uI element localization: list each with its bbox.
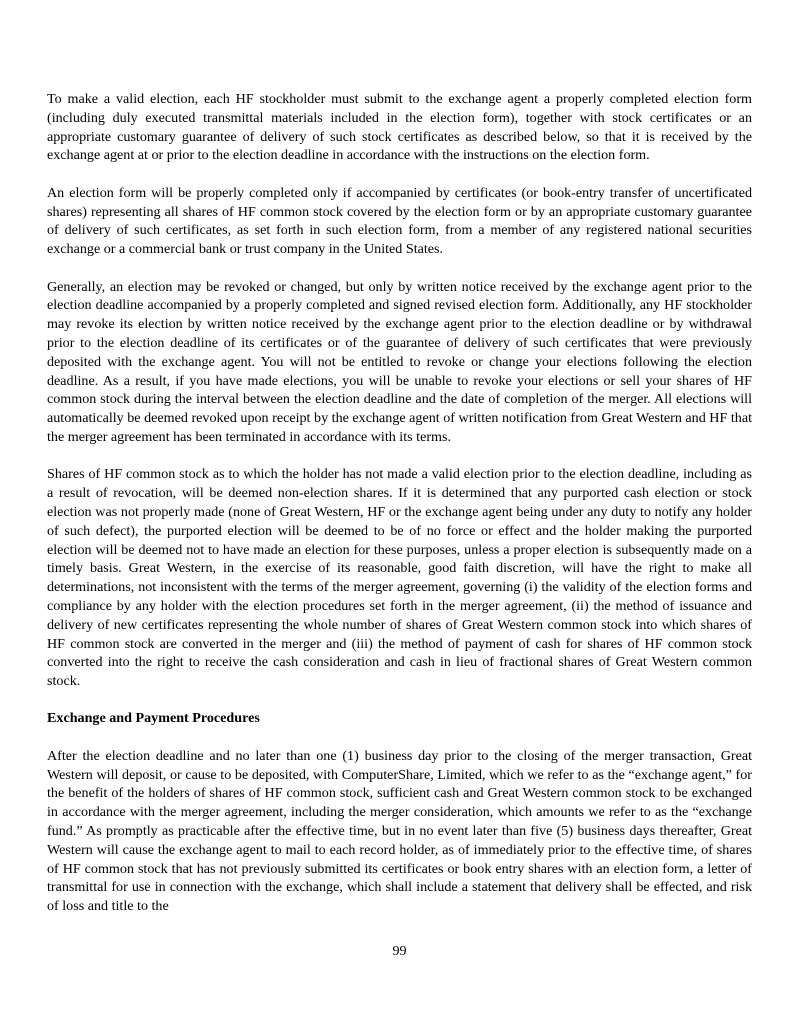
document-page: [47, 90, 752, 935]
paragraph-exchange-procedures: After the election deadline and no later than one (1) business day prior to the closing of the merger transaction, Great Western will deposit, or cause to be deposited, with ComputerShare, Limited, which we refer to as the “exchange agent,” for the benefit of the holders of shares of HF common stock, sufficient cash and Great Western common stock to be exchanged in accordance with the merger agreement, including the merger consideration, which amounts we refer to as the “exchange fund.” As promptly as practicable after the effective time, but in no event later than five (5) business days thereafter, Great Western will cause the exchange agent to mail to each record holder, as of immediately prior to the effective time, of shares of HF common stock that has not previously submitted its certificates or book entry shares with an election form, a letter of transmittal for use in connection with the exchange, which shall include a statement that delivery shall be effected, and risk of loss and title to the: [47, 747, 752, 915]
page-number: 99: [392, 943, 407, 959]
paragraph-valid-election: To make a valid election, each HF stockholder must submit to the exchange agent a properly completed election form (including duly executed transmittal materials included in the election form), together with stock certificates or an appropriate customary guarantee of delivery of such stock certificates as described below, so that it is received by the exchange agent at or prior to the election deadline in accordance with the instructions on the election form.: [47, 91, 752, 164]
paragraph-election-revocation: Generally, an election may be revoked or changed, but only by written notice received by the exchange agent prior to the election deadline accompanied by a properly completed and signed revised election form. Additionally, any HF stockholder may revoke its election by written notice received by the exchange agent prior to the election deadline or by withdrawal prior to the election deadline of its certificates or of the guarantee of delivery of such certificates that were previously deposited with the exchange agent. You will not be entitled to revoke or change your elections following the election deadline. As a result, if you have made elections, you will be unable to revoke your elections or sell your shares of HF common stock during the interval between the election deadline and the date of completion of the merger. All elections will automatically be deemed revoked upon receipt by the exchange agent of written notification from Great Western and HF that the merger agreement has been terminated in accordance with its terms.: [47, 278, 752, 445]
paragraph-non-election-shares: Shares of HF common stock as to which the holder has not made a valid election prior to the election deadline, including as a result of revocation, will be deemed non-election shares. If it is determined that any purported cash election or stock election was not properly made (none of Great Western, HF or the exchange agent being under any duty to notify any holder of such defect), the purported election will be deemed to be of no force or effect and the holder making the purported election will be deemed not to have made an election for these purposes, unless a proper election is subsequently made on a timely basis. Great Western, in the exercise of its reasonable, good faith discretion, will have the right to make all determinations, not inconsistent with the terms of the merger agreement, governing (i) the validity of the election forms and compliance by any holder with the election procedures set forth in the merger agreement, (ii) the method of issuance and delivery of new certificates representing the whole number of shares of Great Western common stock into which shares of HF common stock are converted in the merger and (iii) the method of payment of cash for shares of HF common stock converted into the right to receive the cash consideration and cash in lieu of fractional shares of Great Western common stock.: [47, 466, 752, 690]
section-heading-exchange-payment: Exchange and Payment Procedures: [47, 710, 260, 727]
paragraph-election-form-completion: An election form will be properly completed only if accompanied by certificates (or book-entry transfer of uncertificated shares) representing all shares of HF common stock covered by the election form or by an appropriate customary guarantee of delivery of such certificates, as set forth in such election form, from a member of any registered national securities exchange or a commercial bank or trust company in the United States.: [47, 184, 752, 258]
